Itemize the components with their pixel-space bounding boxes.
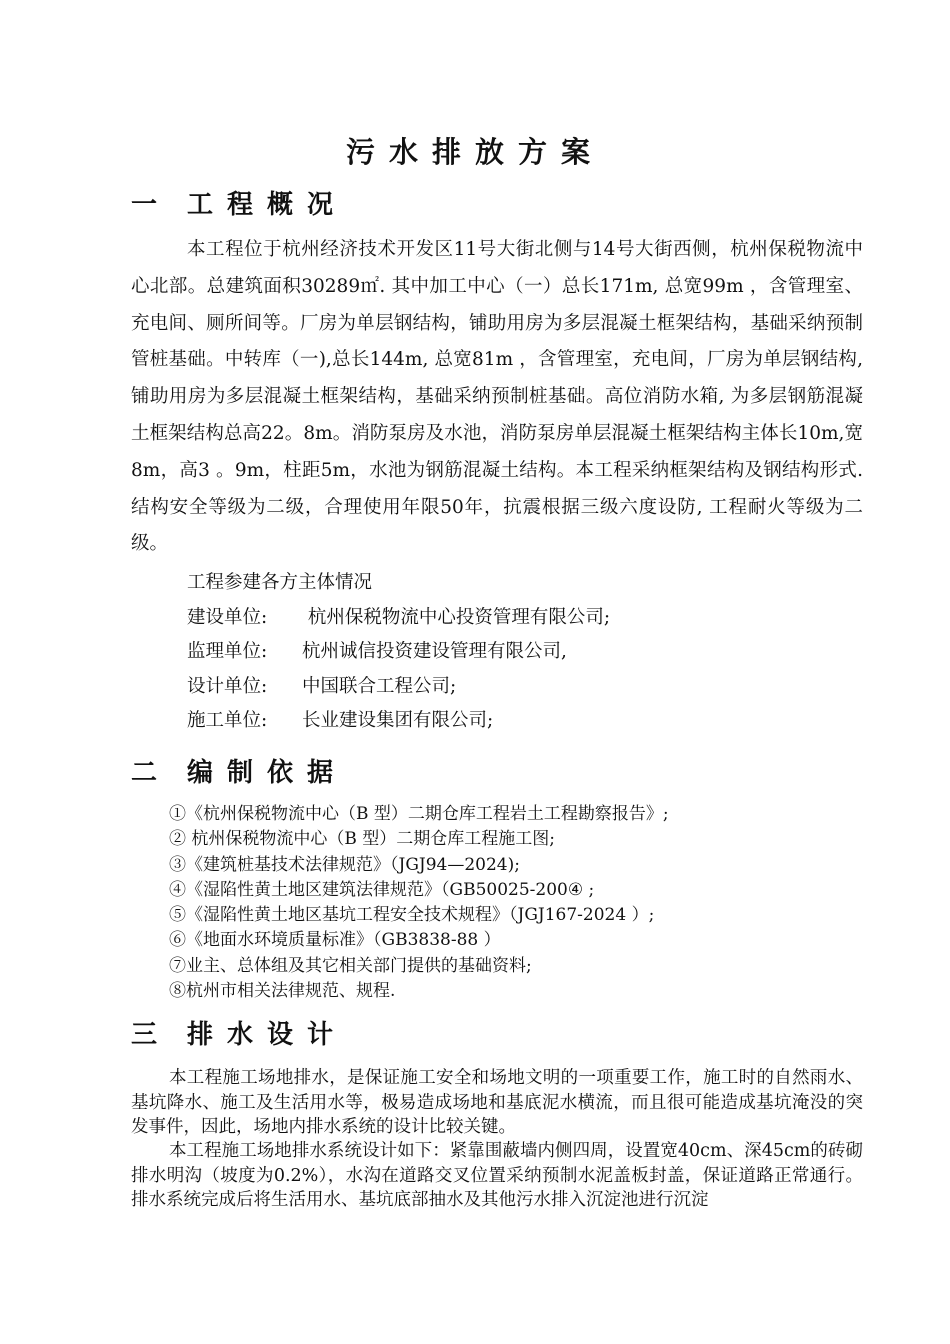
section-2-heading bbox=[131, 752, 347, 789]
party-label: 施工单位: bbox=[187, 710, 268, 731]
section-3-heading bbox=[131, 1014, 347, 1051]
document-title: 污水排放方案 bbox=[345, 135, 604, 169]
reference-item: ⑤《湿陷性黄土地区基坑工程安全技术规程》（JGJ167-2024 ）; bbox=[169, 905, 655, 926]
party-value: 长业建设集团有限公司; bbox=[302, 710, 494, 731]
section-3-paragraph: 本工程施工场地排水，是保证施工安全和场地文明的一项重要工作，施工时的自然雨水、基坑降水、施工及生活用水等，极易造成场地和基底泥水横流，而且很可能造成基坑淹没的突发事件，因此，场地内排水系统的设计比较关键。 bbox=[131, 1068, 863, 1137]
reference-list bbox=[169, 802, 669, 1004]
party-row bbox=[187, 601, 610, 636]
reference-item: ④《湿陷性黄土地区建筑法律规范》（GB50025-200④ ; bbox=[169, 879, 595, 900]
parties-intro: 工程参建各方主体情况 bbox=[187, 572, 373, 593]
party-label: 设计单位: bbox=[187, 675, 268, 697]
party-value: 杭州保税物流中心投资管理有限公司; bbox=[302, 606, 611, 628]
reference-item: ⑦业主、总体组及其它相关部门提供的基础资料; bbox=[169, 955, 532, 976]
section-1-title: 工程概况 bbox=[187, 190, 348, 220]
section-1-number: 一 bbox=[131, 190, 158, 220]
section-3-number: 三 bbox=[131, 1020, 158, 1050]
section-1-heading bbox=[131, 184, 347, 221]
parties-list bbox=[187, 566, 610, 739]
party-row bbox=[187, 635, 610, 670]
section-2-number: 二 bbox=[131, 758, 158, 788]
party-value: 杭州诚信投资建设管理有限公司, bbox=[302, 641, 567, 662]
section-3-paragraph: 本工程施工场地排水系统设计如下：紧靠围蔽墙内侧四周，设置宽40cm、深45cm的砖砌排水明沟（坡度为0.2%），水沟在道路交叉位置采纳预制水泥盖板封盖，保证道路正常通行。排水系统完成后将生活用水、基坑底部抽水及其他污水排入沉淀池进行沉淀 bbox=[131, 1141, 863, 1210]
reference-item: ①《杭州保税物流中心（B 型）二期仓库工程岩土工程勘察报告》; bbox=[169, 804, 669, 824]
party-label: 建设单位: bbox=[187, 606, 268, 628]
party-row bbox=[187, 704, 610, 739]
reference-item: ⑥《地面水环境质量标准》（GB3838-88 ） bbox=[169, 930, 501, 951]
party-label: 监理单位: bbox=[187, 641, 268, 662]
section-2-title: 编制依据 bbox=[187, 758, 348, 788]
reference-item: ② 杭州保税物流中心（B 型）二期仓库工程施工图; bbox=[169, 829, 556, 850]
party-row bbox=[187, 670, 610, 705]
section-1-paragraph: 本工程位于杭州经济技术开发区11号大街北侧与14号大街西侧，杭州保税物流中心北部。总建筑面积30289㎡. 其中加工中心（一）总长171m, 总宽99m ，含管理室、充电间、厕所间等。厂房为单层钢结构，铺助用房为多层混凝土框架结构，基础采纳预制管桩基础。中转库（一),总长144m, 总宽81m ，含管理室，充电间，厂房为单层钢结构,铺助用房为多层混凝土框架结构，基础采纳预制桩基础。高位消防水箱, 为多层钢筋混凝土框架结构总高22。8m。消防泵房及水池，消防泵房单层混凝土框架结构主体长10m,宽8m，高3 。9m，柱距5m，水池为钢筋混凝土结构。本工程采纳框架结构及钢结构形式.结构安全等级为二级，合理使用年限50年，抗震根据三级六度设防, 工程耐火等级为二级。 bbox=[131, 239, 863, 555]
reference-item: ⑧杭州市相关法律规范、规程. bbox=[169, 981, 396, 1002]
section-3-title: 排水设计 bbox=[187, 1020, 348, 1050]
reference-item: ③《建筑桩基技术法律规范》（JGJ94—2024); bbox=[169, 854, 520, 875]
party-value: 中国联合工程公司; bbox=[302, 675, 457, 697]
